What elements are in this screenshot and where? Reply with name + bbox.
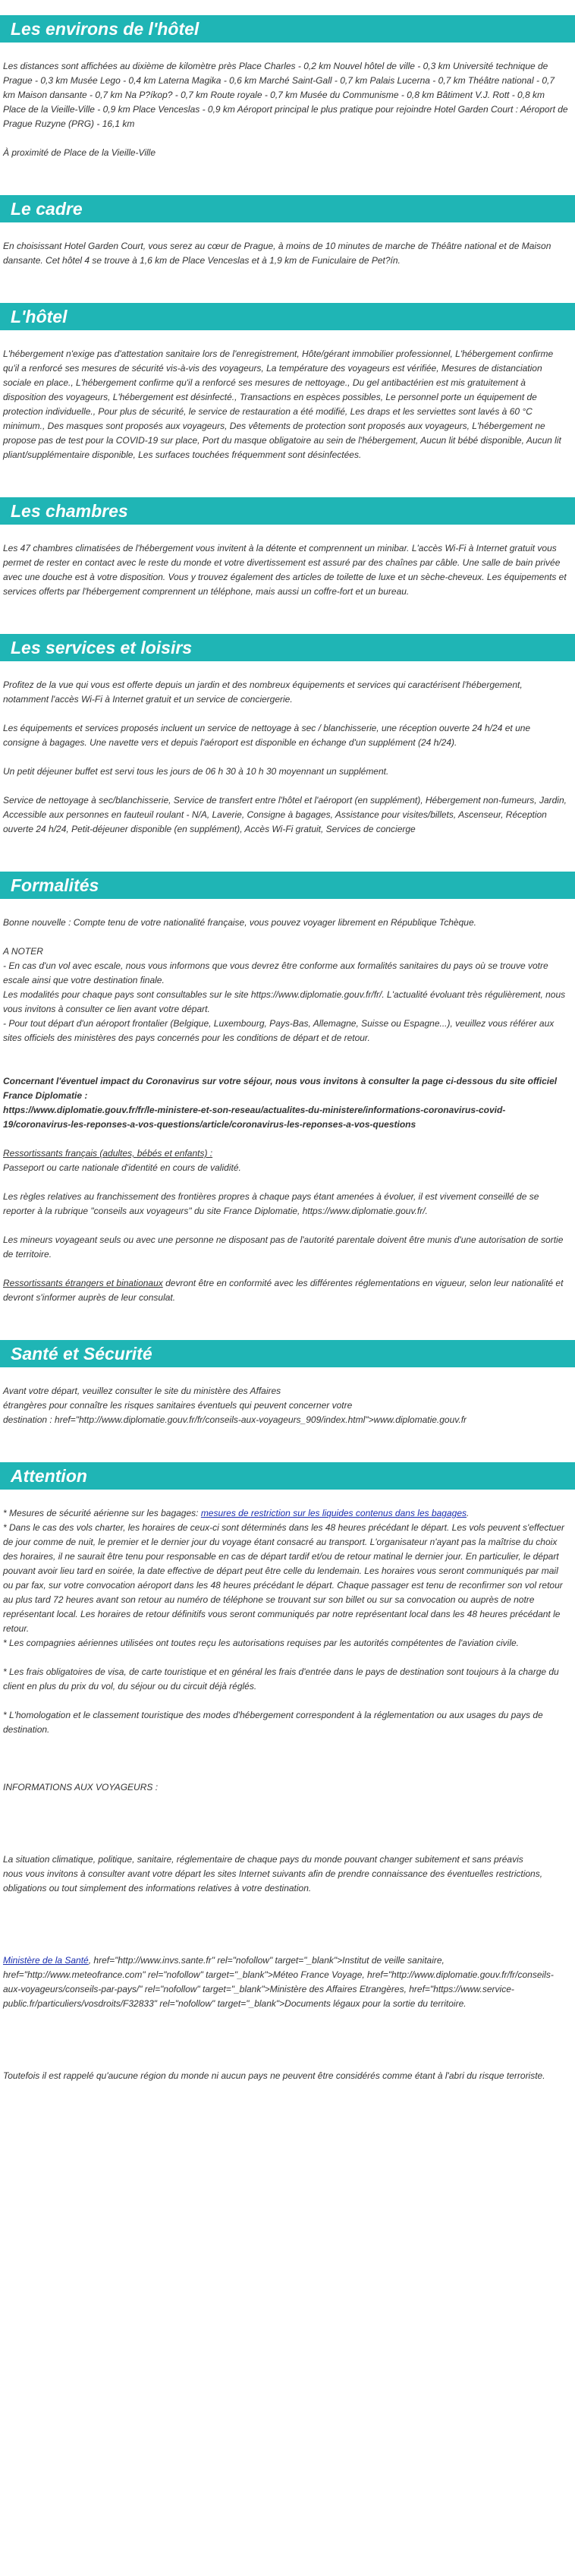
services-p4: Service de nettoyage à sec/blanchisserie, Service de transfert entre l'hôtel et l'aéroport (en supplément), Hébergement non-fumeurs, Jardin, Accessible aux personnes en fauteuil roulant - N/A, Laverie, Consigne à bagages, Assistance pour visites/billets, Ascenseur, Réception ouverte 24 h/24, Petit-déjeuner disponible (en supplément), Accès Wi-Fi gratuit, Services de concierge — [3, 795, 569, 834]
section-title-attention: Attention — [0, 1462, 575, 1490]
section-title-environs: Les environs de l'hôtel — [0, 15, 575, 43]
section-chambres — [0, 497, 575, 599]
section-attention — [0, 1462, 575, 2083]
attention-p1-lead: * Mesures de sécurité aérienne sur les bagages: — [3, 1508, 201, 1518]
section-title-hotel: L'hôtel — [0, 303, 575, 330]
liquids-restriction-link[interactable]: mesures de restriction sur les liquides contenus dans les bagages — [200, 1508, 467, 1518]
formalites-french-heading: Ressortissants français (adultes, bébés et enfants) : — [3, 1148, 213, 1159]
ministere-sante-link[interactable]: Ministère de la Santé — [3, 1955, 89, 1966]
attention-p5: La situation climatique, politique, sanitaire, réglementaire de chaque pays du monde pouvant changer subitement et sans préavis nous vous invitons à consulter avant votre départ les sites Internet suivants afin de prendre connaissance des éventuelles restrictions, obligations ou tout simplement des informations relatives à votre destination. — [3, 1854, 543, 1893]
attention-p1-rest: . * Dans le cas des vols charter, les horaires de ceux-ci sont déterminés dans les 48 heures précédant le départ. Les vols peuvent s'effectuer de jour comme de nuit, le premier et le dernier jour du voyage étant consacré au transport. L'organisateur n'ayant pas la maîtrise du choix des horaires, il ne saurait être tenu pour responsable en cas de départ tardif et/ou de retour matinal le dernier jour. En particulier, le départ pouvant avoir lieu tard en soirée, la date effective de départ peut être celle du lendemain. Les horaires vous seront communiqués par mail ou par fax, sur votre convocation aéroport dans les 48 heures précédant le départ. Chaque passager est tenu de reconfirmer son vol retour au plus tard 72 heures avant son retour au numéro de téléphone se trouvant sur son billet ou sur sa convocation ou auprès de notre représentant local. Les horaires de retour définitifs vous seront communiqués par notre représentant local dans les 48 heures précédant le retour. * Les compagnies aériennes utilisées ont toutes reçu les autorisations requises par les autorités compétentes de l'aviation civile. — [3, 1508, 565, 1648]
formalites-note: A NOTER - En cas d'un vol avec escale, nous vous informons que vous devrez être conforme aux formalités sanitaires du pays où se trouve votre escale ainsi que votre destination finale. Les modalités pour chaque pays sont consultables sur le site https://www.diplomatie.gouv.fr/fr/. L'actualité évoluant très régulièrement, nous vous invitons à consulter ce lien avant votre départ. - Pour tout départ d'un aéroport frontalier (Belgique, Luxembourg, Pays-Bas, Allemagne, Suisse ou Espagne...), veuillez vous référer aux sites officiels des ministères des pays concernés pour les conditions de départ et de retour. — [3, 946, 566, 1043]
attention-p7: Toutefois il est rappelé qu'aucune région du monde ni aucun pays ne peuvent être considérés comme étant à l'abri du risque terroriste. — [3, 2070, 545, 2081]
formalites-coronavirus: Concernant l'éventuel impact du Coronavirus sur votre séjour, nous vous invitons à consulter la page ci-dessous du site officiel France Diplomatie : https://www.diplomatie.gouv.fr/fr/le-ministere-et-son-reseau/actualites-du-ministere/informations-coronavirus-covid-19/coronavirus-les-reponses-a-vos-questions/article/coronavirus-les-reponses-a-vos-questions — [3, 1076, 558, 1130]
section-cadre — [0, 195, 575, 268]
attention-p2: * Les frais obligatoires de visa, de carte touristique et en général les frais d'entrée dans le pays de destination sont toujours à la charge du client en plus du prix du vol, du séjour ou du circuit déjà réglés. — [3, 1666, 562, 1692]
formalites-borders: Les règles relatives au franchissement des frontières propres à chaque pays étant amenées à évoluer, il est vivement conseillé de se reporter à la rubrique "conseils aux voyageurs" du site France Diplomatie, https://www.diplomatie.gouv.fr/. — [3, 1191, 542, 1216]
attention-p4: INFORMATIONS AUX VOYAGEURS : — [3, 1782, 159, 1792]
section-title-chambres: Les chambres — [0, 497, 575, 525]
section-sante — [0, 1340, 575, 1427]
section-formalites — [0, 872, 575, 1305]
formalites-p1: Bonne nouvelle : Compte tenu de votre nationalité française, vous pouvez voyager librement en République Tchèque. — [3, 917, 476, 928]
services-p1: Profitez de la vue qui vous est offerte depuis un jardin et des nombreux équipements et services qui caractérisent l'hébergement, notamment l'accès Wi-Fi à Internet gratuit et un service de conciergerie. — [3, 679, 526, 705]
cadre-text: En choisissant Hotel Garden Court, vous serez au cœur de Prague, à moins de 10 minutes de marche de Théâtre national et de Maison dansante. Cet hôtel 4 se trouve à 1,6 km de Place Venceslas et à 1,9 km de Funiculaire de Pet?ín. — [3, 241, 554, 266]
attention-p3: * L'homologation et le classement touristique des modes d'hébergement correspondent à la réglementation ou aux usages du pays de destination. — [3, 1710, 546, 1735]
section-title-sante: Santé et Sécurité — [0, 1340, 575, 1367]
formalites-minors: Les mineurs voyageant seuls ou avec une personne ne disposant pas de l'autorité parentale doivent être munis d'une autorisation de sortie de territoire. — [3, 1234, 566, 1260]
attention-p6 — [3, 1953, 569, 2011]
section-services — [0, 634, 575, 837]
services-p3: Un petit déjeuner buffet est servi tous les jours de 06 h 30 à 10 h 30 moyennant un supplément. — [3, 766, 389, 777]
section-title-cadre: Le cadre — [0, 195, 575, 222]
chambres-text: Les 47 chambres climatisées de l'hébergement vous invitent à la détente et comprennent un minibar. L'accès Wi-Fi à Internet gratuit vous permet de rester en contact avec le reste du monde et votre divertissement est assuré par des chaînes par câble. Une salle de bain privée avec une douche est à votre disposition. Vous y trouvez également des articles de toilette de luxe et un sèche-cheveux. Les équipements et services offerts par l'hébergement comprennent un téléphone, mais aussi un coffre-fort et un bureau. — [3, 543, 570, 597]
sante-text: Avant votre départ, veuillez consulter le site du ministère des Affaires étrangères pour connaître les risques sanitaires éventuels qui peuvent concerner votre destination : href="http://www.diplomatie.gouv.fr/fr/conseils-aux-voyageurs_909/index.html">www.diplomatie.gouv.fr — [3, 1386, 467, 1425]
environs-proximity: À proximité de Place de la Vieille-Ville — [3, 147, 156, 158]
section-environs — [0, 15, 575, 160]
section-title-formalites: Formalités — [0, 872, 575, 899]
hotel-text: L'hébergement n'exige pas d'attestation sanitaire lors de l'enregistrement, Hôte/gérant immobilier professionnel, L'hébergement confirme qu'il a renforcé ses mesures de sécurité vis-à-vis des voyageurs, La température des voyageurs est vérifiée, Mesures de distanciation sociale en place., L'hébergement confirme qu'il a renforcé ses mesures de nettoyage., Du gel antibactérien est mis gratuitement à disposition des voyageurs, L'hébergement est désinfecté., Transactions en espèces possibles, Le personnel porte un équipement de protection individuelle., Pour plus de sécurité, le service de restauration a été modifié, Les draps et les serviettes sont lavés à 60 °C minimum., Des masques sont proposés aux voyageurs, Des vêtements de protection sont proposés aux voyageurs, L'hébergement ne propose pas de test pour la COVID-19 sur place, Port du masque obligatoire au sein de l'hébergement, Aucun lit bébé disponible, Aucun lit pliant/supplémentaire disponible, Les surfaces touchées fréquemment sont désinfectées. — [3, 348, 564, 460]
formalites-foreigners — [3, 1276, 569, 1305]
attention-p1 — [3, 1506, 569, 1651]
section-hotel — [0, 303, 575, 462]
formalites-foreigners-rest: devront être en conformité avec les différentes réglementations en vigueur, selon leur nationalité et devront s'informer auprès de leur consulat. — [3, 1278, 566, 1303]
formalites-foreigners-lead: Ressortissants étrangers et binationaux — [3, 1278, 163, 1288]
section-title-services: Les services et loisirs — [0, 634, 575, 661]
environs-distances: Les distances sont affichées au dixième de kilomètre près Place Charles - 0,2 km Nouvel hôtel de ville - 0,3 km Université technique de Prague - 0,3 km Musée Lego - 0,4 km Laterna Magika - 0,6 km Marché Saint-Gall - 0,7 km Palais Lucerna - 0,7 km Théâtre national - 0,7 km Maison dansante - 0,7 km Na P?íkop? - 0,7 km Route royale - 0,7 km Musée du Communisme - 0,8 km Bâtiment V.J. Rott - 0,8 km Place de la Vieille-Ville - 0,9 km Place Venceslas - 0,9 km Aéroport principal le plus pratique pour rejoindre Hotel Garden Court : Aéroport de Prague Ruzyne (PRG) - 16,1 km — [3, 61, 570, 129]
formalites-french-text: Passeport ou carte nationale d'identité en cours de validité. — [3, 1162, 241, 1173]
attention-p6-rest: , href="http://www.invs.sante.fr" rel="nofollow" target="_blank">Institut de veille sanitaire, href="http://www.meteofrance.com" rel="nofollow" target="_blank">Méteo France Voyage, href="http://www.diplomatie.gouv.fr/fr/conseils-aux-voyageurs/conseils-par-pays/" rel="nofollow" target="_blank">Ministère des Affaires Etrangères, href="https://www.service-public.fr/particuliers/vosdroits/F32833" rel="nofollow" target="_blank">Documents légaux pour la sortie du territoire. — [3, 1955, 554, 2009]
services-p2: Les équipements et services proposés incluent un service de nettoyage à sec / blanchisserie, une réception ouverte 24 h/24 et une consigne à bagages. Une navette vers et depuis l'aéroport est disponible en échange d'un supplément (24 h/24). — [3, 723, 533, 748]
